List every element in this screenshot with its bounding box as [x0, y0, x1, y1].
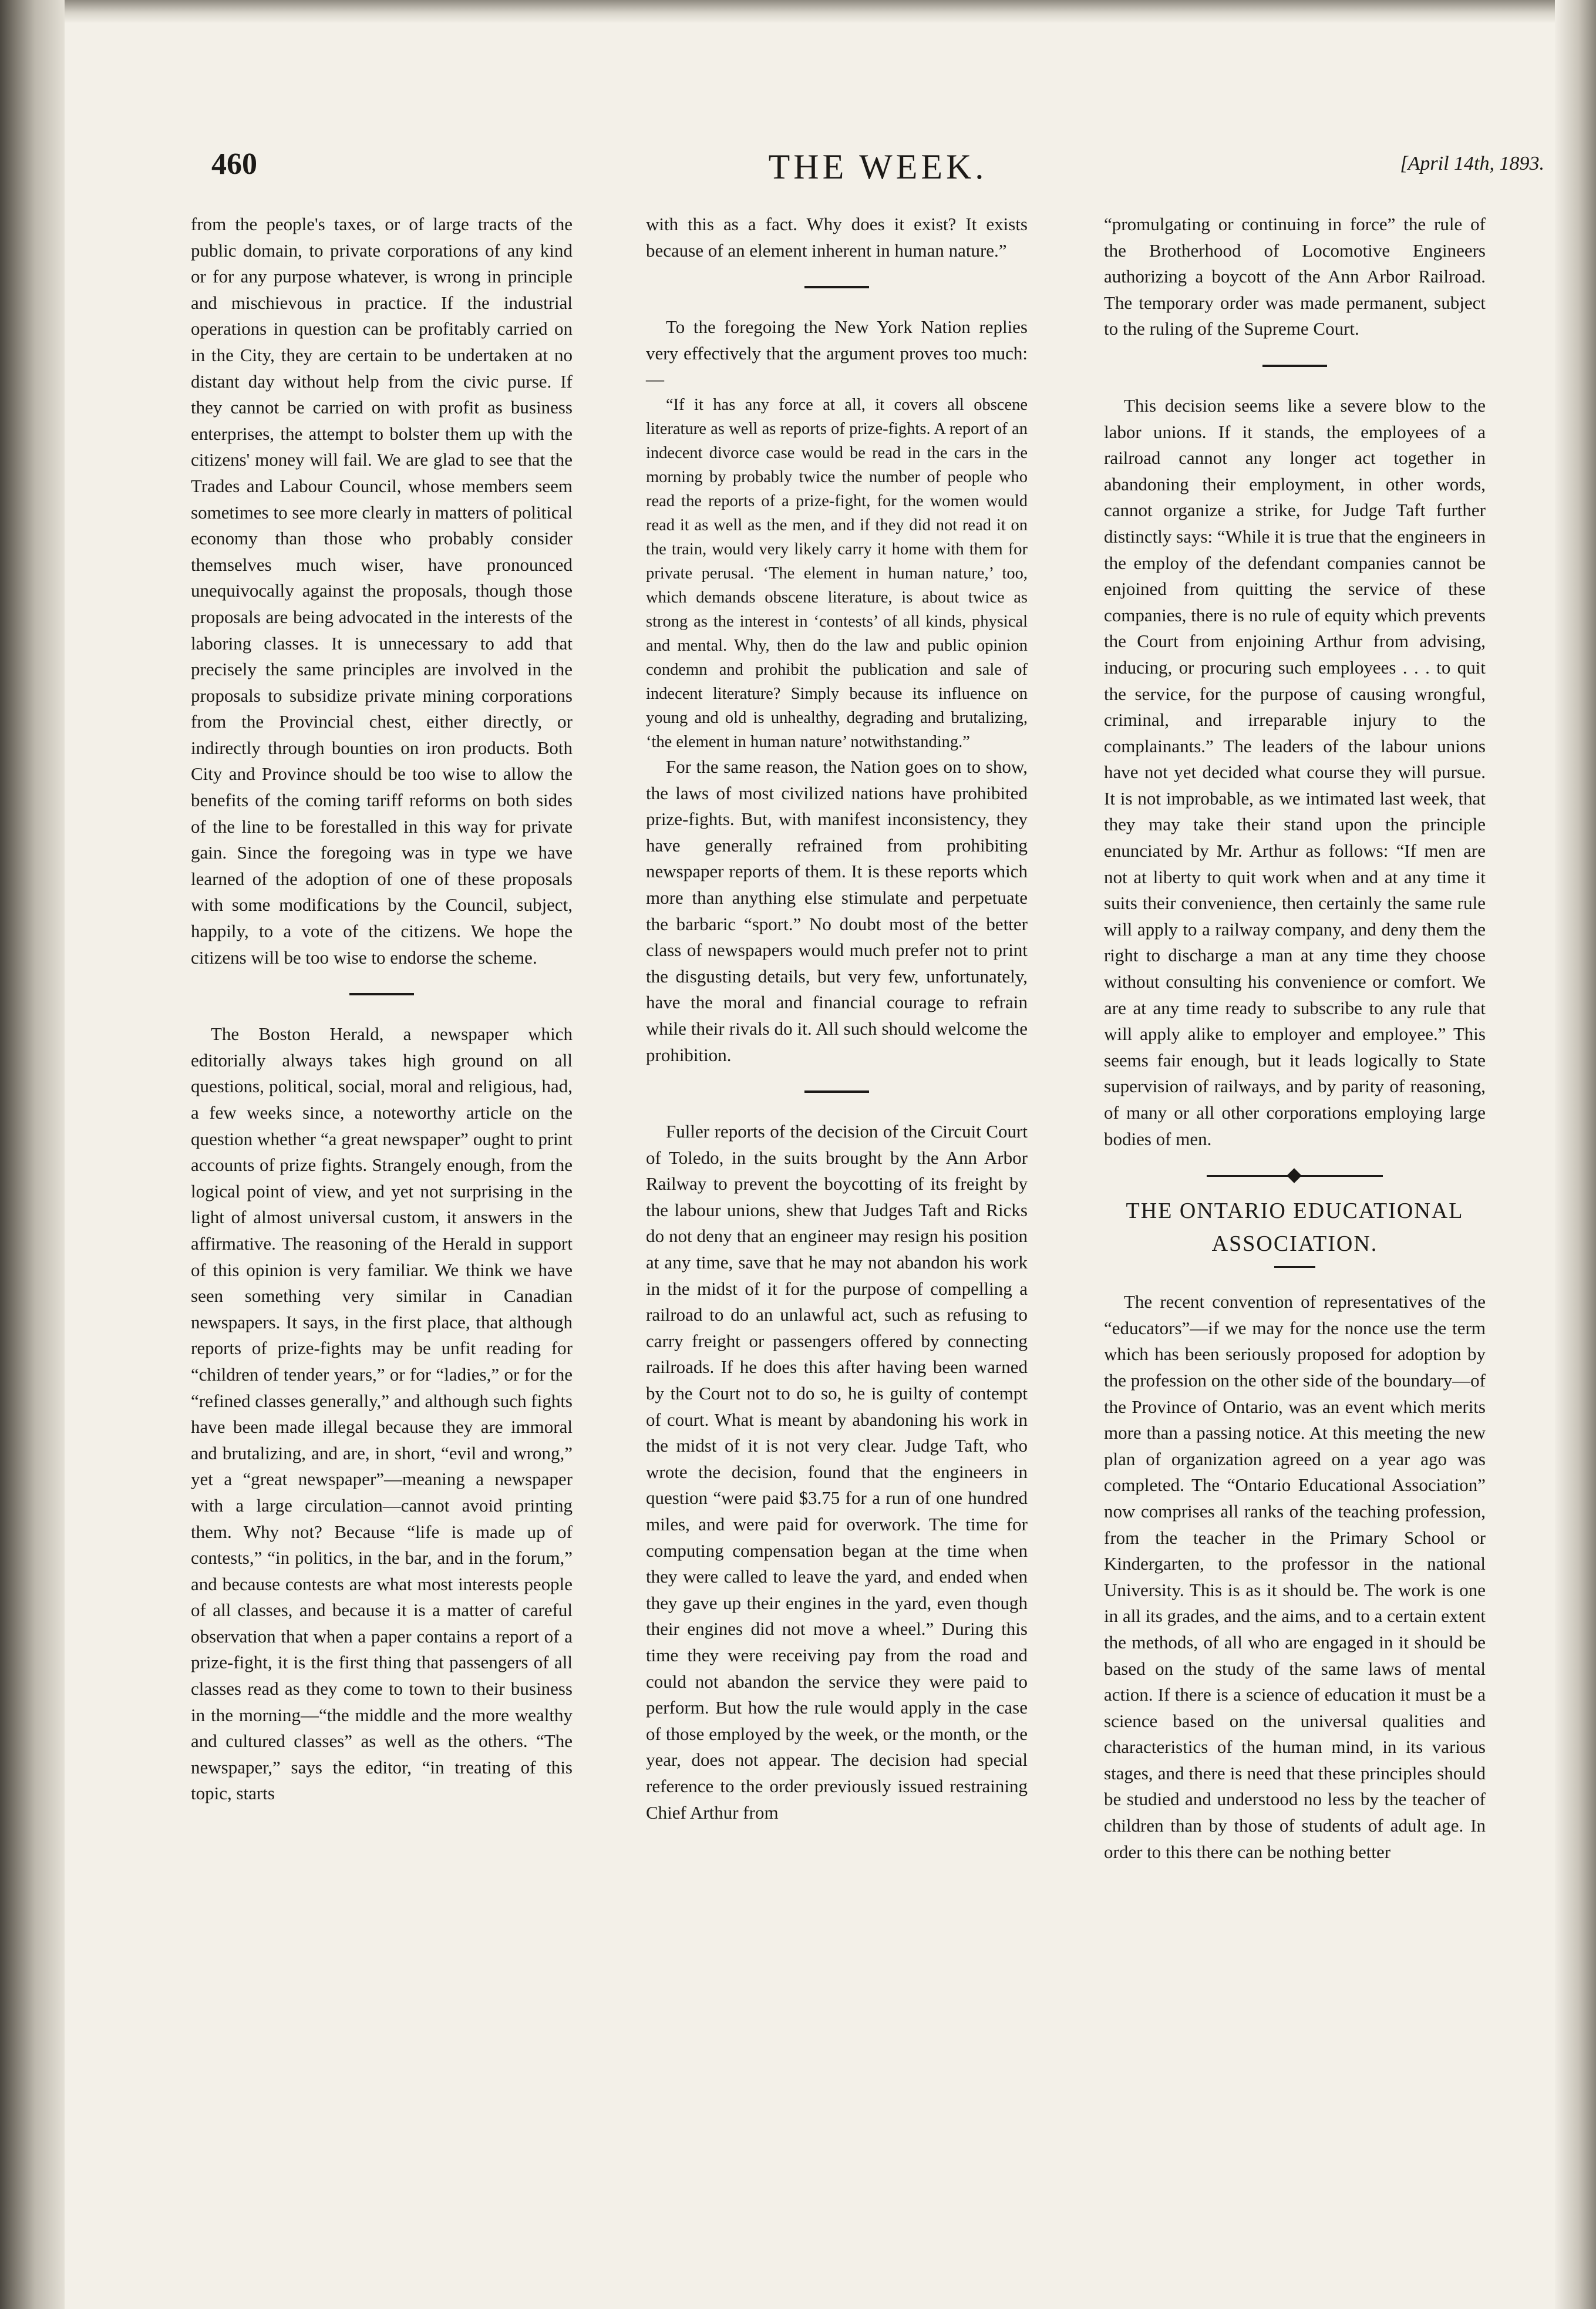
- page-top-edge: [0, 0, 1596, 23]
- paragraph-herald-continued: with this as a fact. Why does it exist? It exists because of an element inherent in human nature.”: [646, 214, 1028, 261]
- section-divider: [804, 286, 869, 288]
- section-divider: [804, 1090, 869, 1093]
- paragraph-prize-fight-laws: For the same reason, the Nation goes on to show, the laws of most civilized nations have prohibited prize-fights. But, with manifest inconsistency, they have generally refrained from prohibiting newspaper reports of them. It is these reports which more than anything else stimulate and perpetuate the barbaric “sport.” No doubt most of the better class of newspapers would much prefer not to print the disgusting details, but very few, unfortunately, have the moral and financial courage to refrain while their rivals do it. All such should welcome the prohibition.: [646, 756, 1028, 1065]
- paragraph-labor-unions: This decision seems like a severe blow to the labor unions. If it stands, the employees of a railroad cannot any longer act together in abandoning their employment, in other words, cannot organize a strike, for Judge Taft further distinctly says: “While it is true that the engineers in the employ of the defendant companies cannot be enjoined from quitting the service of these companies, there is no rule of equity which prevents the Court from enjoining Arthur from advising, inducing, or procuring such employees . . . to quit the service, for the purpose of causing wrongful, criminal, and irreparable injury to the complainants.” The leaders of the labour unions have not yet decided what course they will pursue. It is not improbable, as we intimated last week, that they may take their stand upon the principle enunciated by Mr. Arthur as follows: “If men are not at liberty to quit work when and at any time it suits their convenience, then certainly the same rule will apply to a railway company, and deny them the right to discharge a man at any time they choose without consulting his convenience or comfort. We are at any time ready to subscribe to any rule that will apply alike to employer and employee.” This seems fair enough, but it leads logically to State supervision of railways, and by parity of reasoning, of many or all other corporations employing large bodies of men.: [1104, 395, 1486, 1149]
- issue-date: [April 14th, 1893.: [1400, 153, 1544, 174]
- masthead-title: THE WEEK.: [768, 147, 988, 186]
- paragraph-ann-arbor-decision: Fuller reports of the decision of the Circuit Court of Toledo, in the suits brought by the Ann Arbor Railway to prevent the boycotting of its freight by the labour unions, shew that Judges Taft and Ricks do not deny that an engineer may resign his position at any time, save that he may not abandon his work in the midst of it for the purpose of compelling a railroad to do an unlawful act, such as refusing to carry freight or passengers offered by connecting railroads. If he does this after having been warned by the Court not to do so, he is guilty of contempt of court. What is meant by abandoning his work in the midst of it is not very clear. Judge Taft, who wrote the decision, found that the engineers in question “were paid $3.75 for a run of one hundred miles, and were paid for overwork. The time for computing compensation began at the time when they were called to leave the yard, and ended when they gave up their engines in the yard, even though their engines did not move a wheel.” During this time they were receiving pay from the road and could not abandon the service they were paid to perform. But how the rule would apply in the case of those employed by the week, or the month, or the year, does not appear. The decision had special reference to the order previously issued restraining Chief Arthur from: [646, 1121, 1028, 1823]
- column-1: [191, 211, 573, 1807]
- quotation-nation: “If it has any force at all, it covers all obscene literature as well as reports of prize-fights. A report of an indecent divorce case would be read in the cars in the morning by probably twice the number of people who read the reports of a prize-fight, for the women would read it as well as the men, and if they did not read it on the train, would very likely carry it home with them for private perusal. ‘The element in human nature,’ too, which demands obscene literature, is about twice as strong as the interest in ‘contests’ of all kinds, physical and mental. Why, then do the law and public opinion condemn and prohibit the publication and sale of indecent literature? Simply because its influence on young and old is unhealthy, degrading and brutalizing, ‘the element in human nature’ notwithstanding.”: [646, 395, 1028, 751]
- section-divider: [349, 993, 414, 995]
- column-3: [1104, 211, 1486, 1865]
- page-header: [211, 147, 1544, 194]
- diamond-ornament-icon: [1287, 1168, 1301, 1183]
- section-divider: [1262, 365, 1327, 367]
- page-right-edge: [1555, 0, 1596, 2309]
- paragraph-civic-subsidies: from the people's taxes, or of large tracts of the public domain, to private corporations of any kind or for any purpose whatever, is wrong in principle and mischievous in practice. If the industrial operations in question can be profitably carried on in the City, they are certain to be undertaken at no distant day without help from the civic purse. If they cannot be carried on with profit as business enterprises, the attempt to bolster them up with the citizens' money will fail. We are glad to see that the Trades and Labour Council, whose members seem sometimes to see more clearly in matters of political economy than those who probably consider themselves much wiser, have pronounced unequivocally against the proposals, though those proposals are being advocated in the interests of the laboring classes. It is unnecessary to add that precisely the same principles are involved in the proposals to subsidize private mining corporations from the Provincial chest, either directly, or indirectly through bounties on iron products. Both City and Province should be too wise to allow the benefits of the coming tariff reforms on both sides of the line to be forestalled in this way for private gain. Since the foregoing was in type we have learned of the adoption of one of these proposals with some modifications by the Council, subject, happily, to a vote of the citizens. We hope the citizens will be too wise to endorse the scheme.: [191, 214, 573, 968]
- paragraph-boston-herald: The Boston Herald, a newspaper which editorially always takes high ground on all questions, political, social, moral and religious, had, a few weeks since, a noteworthy article on the question whether “a great newspaper” ought to print accounts of prize fights. Strangely enough, from the logical point of view, and yet not surprising in the light of almost universal custom, it answers in the affirmative. The reasoning of the Herald in support of this opinion is very familiar. We think we have seen something very similar in Canadian newspapers. It says, in the first place, that although reports of prize-fights may be unfit reading for “children of tender years,” or for “ladies,” or for the “refined classes generally,” and although such fights have been made illegal because they are immoral and brutalizing, and are, in short, “evil and wrong,” yet a “great newspaper”—meaning a newspaper with a large circulation—cannot avoid printing them. Why not? Because “life is made up of contests,” “in politics, in the bar, and in the forum,” and because contests are what most interests people of all classes, and because it is a matter of careful observation that when a paper contains a report of a prize-fight, it is the first thing that passengers of all classes read as they come to town to their business in the morning—“the middle and the more wealthy and cultured classes” as well as the others. “The newspaper,” says the editor, “in treating of this topic, starts: [191, 1024, 573, 1804]
- page-number: 460: [211, 147, 257, 181]
- column-2: [646, 211, 1028, 1826]
- article-heading-line2: ASSOCIATION.: [1211, 1231, 1378, 1257]
- paragraph-nation-reply: To the foregoing the New York Nation replies very effectively that the argument proves too much:—: [646, 317, 1028, 390]
- article-heading-line1: THE ONTARIO EDUCATIONAL: [1126, 1199, 1464, 1224]
- heading-underline: [1274, 1266, 1315, 1268]
- article-heading: [1104, 1194, 1486, 1260]
- ornamental-divider: [1207, 1170, 1383, 1182]
- paragraph-decision-continued: “promulgating or continuing in force” the rule of the Brotherhood of Locomotive Engineers authorizing a boycott of the Ann Arbor Railroad. The temporary order was made permanent, subject to the ruling of the Supreme Court.: [1104, 214, 1486, 339]
- paragraph-ontario-educators: The recent convention of representatives of the “educators”—if we may for the nonce use the term which has been seriously proposed for adoption by the profession on the other side of the boundary—of the Province of Ontario, was an event which merits more than a passing notice. At this meeting the new plan of organization agreed on a year ago was completed. The “Ontario Educational Association” now comprises all ranks of the teaching profession, from the teacher in the Primary School or Kindergarten, to the professor in the national University. This is as it should be. The work is one in all its grades, and the aims, and to a certain extent the methods, of all who are engaged in it should be based on the study of the same laws of mental action. If there is a science of education it must be a science based on the universal qualities and characteristics of the human mind, in its various stages, and there is need that these principles should be studied and understood no less by the teacher of children than by those of students of adult age. In order to this there can be nothing better: [1104, 1291, 1486, 1862]
- book-binding-gutter: [0, 0, 65, 2309]
